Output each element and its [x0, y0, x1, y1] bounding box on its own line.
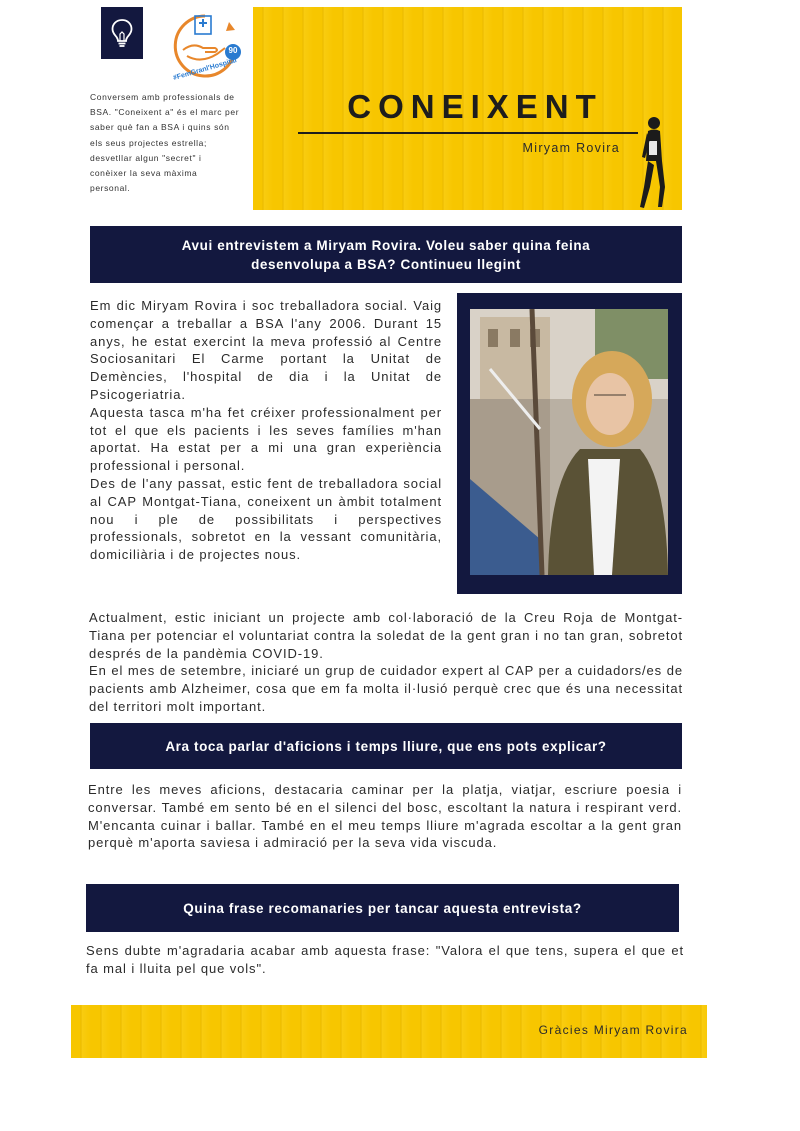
section-heading-intro: Avui entrevistem a Miryam Rovira. Voleu saber quina feina desenvolupa a BSA? Continueu llegint	[90, 226, 682, 283]
portrait-photo	[470, 309, 668, 575]
page-title: CONEIXENT	[347, 88, 603, 125]
title-divider	[298, 132, 638, 134]
paragraph: Em dic Miryam Rovira i soc treballadora social. Vaig començar a treballar a BSA l'any 2006. Durant 15 anys, he estat exercint la meva professió al Centre Sociosanitari El Carme portant la Unitat de Demències, l'hospital de dia i la Unitat de Psicogeriatria.	[90, 298, 442, 402]
hobbies-paragraph: Entre les meves aficions, destacaria caminar per la platja, viatjar, escriure poesia i conversar. També em sento bé en el silenci del bosc, escoltant la natura i respirant verd. M'encanta cuinar i ballar. També en el meu temps lliure m'agrada escoltar a la gent gran perquè m'aporta saviesa i admiració per la seva vida viscuda.	[88, 782, 682, 851]
section-heading-quote: Quina frase recomanaries per tancar aquesta entrevista?	[86, 884, 679, 932]
paragraph: Aquesta tasca m'ha fet créixer professionalment per tot el que els pacients i les seves famílies m'han aportat. Ha estat per a mi una gran experiència professional i personal.	[90, 404, 442, 474]
intro-text: Conversem amb professionals de BSA. "Coneixent a" és el marc per saber què fan a BSA i quins són els seus projectes estrella; desvetllar algun "secret" i conèixer la seva màxima personal.	[90, 92, 240, 194]
section-heading-hobbies: Ara toca parlar d'aficions i temps lliure, que ens pots explicar?	[90, 723, 682, 769]
logo-badge: 90	[228, 46, 238, 55]
hero-author: Miryam Rovira	[522, 141, 620, 155]
footer-thanks: Gràcies Miryam Rovira	[538, 1023, 688, 1037]
paragraph: Des de l'any passat, estic fent de treballadora social al CAP Montgat-Tiana, coneixent un àmbit totalment nou i ple de possibilitats i perspectives professionals, sobretot en la vessant comunitària, domiciliària i de projectes nous.	[90, 475, 442, 563]
quote-paragraph: Sens dubte m'agradaria acabar amb aquesta frase: "Valora el que tens, supera el que et fa mal i lluita pel que vols".	[86, 943, 684, 976]
walking-woman-image	[632, 113, 674, 211]
paragraph: En el mes de setembre, iniciaré un grup de cuidador expert al CAP per a cuidadors/es de pacients amb Alzheimer, cosa que em fa molta il·lusió perquè crec que és una necessitat del territori molt important.	[89, 663, 683, 714]
lightbulb-icon	[110, 18, 134, 48]
hospital-logo	[167, 10, 243, 86]
paragraph: Actualment, estic iniciant un projecte amb col·laboració de la Creu Roja de Montgat-Tiana per potenciar el voluntariat contra la soledat de la gent gran i no tan gran, sobretot després de la pandèmia COVID-19.	[89, 610, 683, 661]
projects-paragraphs	[89, 609, 683, 716]
lightbulb-icon-box	[101, 7, 143, 59]
logo-hashtag: #FemGranl'Hospital	[172, 57, 238, 82]
intro-paragraphs	[90, 297, 442, 564]
